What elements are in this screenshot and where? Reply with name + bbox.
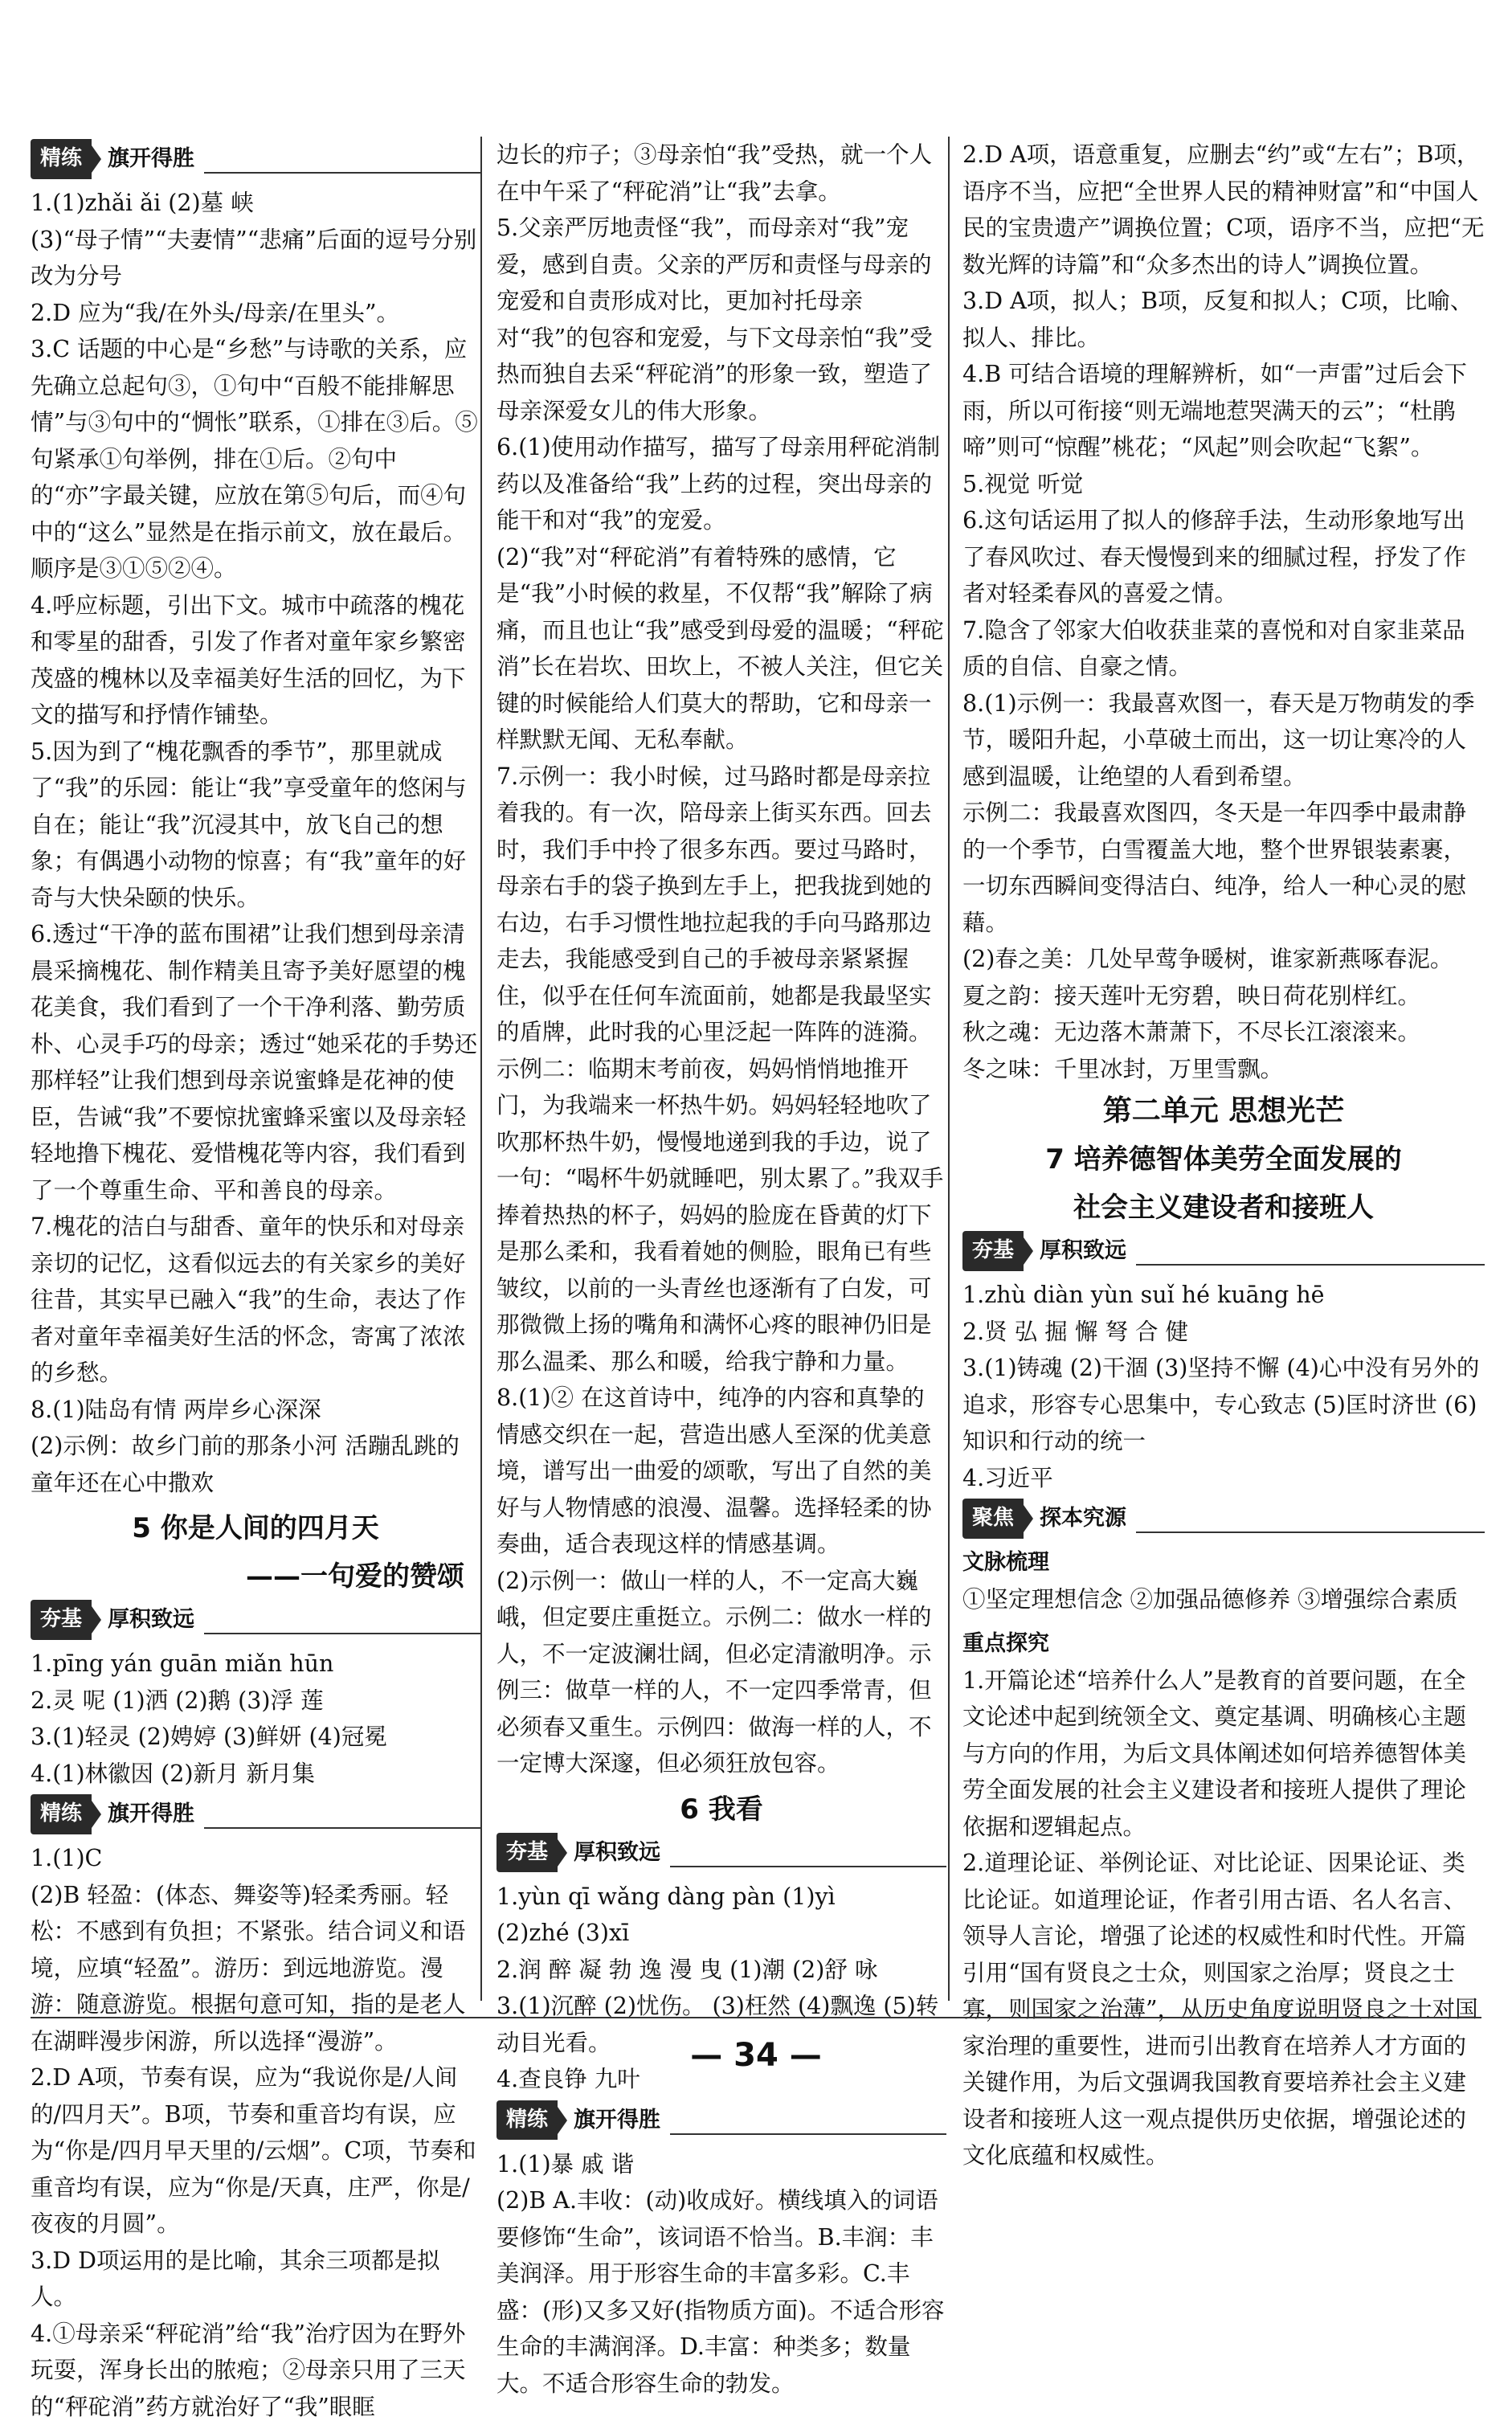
section-badge [497, 1835, 946, 1871]
answer-item: 2.D 应为“我/在外头/母亲/在里头”。 [31, 295, 480, 332]
answer-item: 示例二：我最喜欢图四，冬天是一年四季中最肃静的一个季节，白雪覆盖大地，整个世界银装素裹，一切东西瞬间变得洁白、纯净，给人一种心灵的慰藉。 [962, 795, 1485, 941]
answer-item: 7.隐含了邻家大伯收获韭菜的喜悦和对自家韭菜品质的自信、自豪之情。 [962, 612, 1485, 685]
answer-item: 3.C 话题的中心是“乡愁”与诗歌的关系，应先确立总起句③，①句中“百般不能排解思情”与③句中的“惆怅”联系，①排在③后。⑤句紧承①句举例，排在①后。②句中的“亦”字最关键，应放在第⑤句后，而④句中的“这么”显然是在指示前文，放在最后。顺序是③①⑤②④。 [31, 331, 480, 587]
answer-item: 6.这句话运用了拟人的修辞手法，生动形象地写出了春风吹过、春天慢慢到来的细腻过程，抒发了作者对轻柔春风的喜爱之情。 [962, 502, 1485, 612]
badge-subtitle: 探本究源 [1040, 1500, 1126, 1537]
answer-item: 3.D A项，拟人；B项，反复和拟人；C项，比喻、拟人、排比。 [962, 283, 1485, 356]
answer-item: 4.B 可结合语境的理解辨析，如“一声雷”过后会下雨，所以可衔接“则无端地惹哭满天的云”；“杜鹃啼”则可“惊醒”桃花；“风起”则会吹起“飞絮”。 [962, 356, 1485, 466]
answer-item: 3.(1)轻灵 (2)娉婷 (3)鲜妍 (4)冠冕 [31, 1719, 480, 1756]
answer-item: 6.(1)使用动作描写，描写了母亲用秤砣消制药以及准备给“我”上药的过程，突出母亲的能干和对“我”的宠爱。 [497, 429, 946, 539]
page-number: — 34 — [0, 2037, 1512, 2074]
answer-item: 1.开篇论述“培养什么人”是教育的首要问题，在全文论述中起到统领全文、奠定基调、明确核心主题与方向的作用，为后文具体阐述如何培养德智体美劳全面发展的社会主义建设者和接班人提供了理论依据和逻辑起点。 [962, 1662, 1485, 1846]
answer-item: 4.(1)林徽因 (2)新月 新月集 [31, 1756, 480, 1793]
answer-item: (2)B 轻盈：(体态、舞姿等)轻柔秀丽。轻松：不感到有负担；不紧张。结合词义和语境，应填“轻盈”。游历：到远地游览。漫游：随意游览。根据句意可知，指的是老人在湖畔漫步闲游，所以选择“漫游”。 [31, 1877, 480, 2060]
answer-item: 2.D A项，语意重复，应删去“约”或“左右”；B项，语序不当，应把“全世界人民的精神财富”和“中国人民的宝贵遗产”调换位置；C项，语序不当，应把“无数光辉的诗篇”和“众多杰出的诗人”调换位置。 [962, 137, 1485, 283]
answer-item: (2)zhé (3)xī [497, 1915, 946, 1952]
section-badge [497, 2103, 946, 2138]
lesson-title: 5 你是人间的四月天 [31, 1507, 480, 1549]
section-badge [962, 1501, 1485, 1536]
answer-list [962, 1277, 1485, 1496]
answer-item: ①坚定理想信念 ②加强品德修养 ③增强综合素质 [962, 1581, 1485, 1618]
answer-list [962, 1581, 1485, 1618]
answer-item: 1.(1)zhǎi ǎi (2)墓 峡 [31, 185, 480, 222]
lesson-title: 6 我看 [497, 1789, 946, 1830]
answer-item: 6.透过“干净的蓝布围裙”让我们想到母亲清晨采摘槐花、制作精美且寄予美好愿望的槐花美食，我们看到了一个干净利落、勤劳质朴、心灵手巧的母亲；透过“她采花的手势还那样轻”让我们想到母亲说蜜蜂是花神的使臣，告诫“我”不要惊扰蜜蜂采蜜以及母亲轻轻地撸下槐花、爱惜槐花等内容，我们看到了一个尊重生命、平和善良的母亲。 [31, 916, 480, 1208]
footer-rule [31, 2017, 1481, 2018]
answer-item: 3.D D项运用的是比喻，其余三项都是拟人。 [31, 2243, 480, 2316]
answer-item: 4.查良铮 九叶 [497, 2061, 946, 2098]
answer-item: 8.(1)示例一：我最喜欢图一，春天是万物萌发的季节，暖阳升起，小草破土而出，这一切让寒冷的人感到温暖，让绝望的人看到希望。 [962, 685, 1485, 795]
answer-list [497, 137, 946, 1782]
badge-subtitle: 旗开得胜 [108, 1796, 194, 1833]
lesson-title-line2: 社会主义建设者和接班人 [962, 1187, 1485, 1229]
answer-item: (2)春之美：几处早莺争暖树，谁家新燕啄春泥。 [962, 941, 1485, 978]
subheading: 重点探究 [962, 1626, 1485, 1662]
badge-subtitle: 旗开得胜 [574, 2102, 660, 2139]
badge-tag: 聚焦 [962, 1499, 1024, 1539]
answer-item: 夏之韵：接天莲叶无穷碧，映日荷花别样红。 [962, 978, 1485, 1015]
answer-item: 1.pīng yán guān miǎn hūn [31, 1646, 480, 1683]
badge-tag: 精练 [497, 2100, 558, 2141]
answer-item: 8.(1)② 在这首诗中，纯净的内容和真挚的情感交织在一起，营造出感人至深的优美意境，谱写出一曲爱的颂歌，写出了自然的美好与人物情感的浪漫、温馨。选择轻柔的协奏曲，适合表现这样的情感基调。 [497, 1380, 946, 1563]
answer-item: 8.(1)陆岛有情 两岸乡心深深 [31, 1392, 480, 1429]
column-1 [31, 137, 480, 2425]
answer-item: 3.(1)铸魂 (2)干涸 (3)坚持不懈 (4)心中没有另外的追求，形容专心思集中，专心致志 (5)匡时济世 (6)知识和行动的统一 [962, 1350, 1485, 1460]
answer-list [31, 1646, 480, 1792]
answer-list [962, 137, 1485, 1087]
column-3 [962, 137, 1485, 2174]
answer-item: (2)B A.丰收：(动)收成好。横线填入的词语要修饰“生命”，该词语不恰当。B.丰润：丰美润泽。用于形容生命的丰富多彩。C.丰盛：(形)又多又好(指物质方面)。不适合形容生命的丰满润泽。D.丰富：种类多；数量大。不适合形容生命的勃发。 [497, 2182, 946, 2402]
answer-item: 1.zhù diàn yùn suǐ hé kuāng hē [962, 1277, 1485, 1314]
section-badge [31, 141, 480, 177]
answer-item: (2)示例：故乡门前的那条小河 活蹦乱跳的童年还在心中撒欢 [31, 1428, 480, 1501]
answer-item: 5.父亲严厉地责怪“我”，而母亲对“我”宠爱，感到自责。父亲的严厉和责怪与母亲的宠爱和自责形成对比，更加衬托母亲对“我”的包容和宠爱，与下文母亲怕“我”受热而独自去采“秤砣消”的形象一致，塑造了母亲深爱女儿的伟大形象。 [497, 210, 946, 429]
answer-item: 边长的疖子；③母亲怕“我”受热，就一个人在中午采了“秤砣消”让“我”去拿。 [497, 137, 946, 210]
badge-subtitle: 厚积致远 [108, 1601, 194, 1638]
answer-item: 3.(1)沉醉 (2)忧伤。 (3)枉然 (4)飘逸 (5)转动目光看。 [497, 1988, 946, 2061]
answer-item: 4.①母亲采“秤砣消”给“我”治疗因为在野外玩耍，浑身长出的脓疱；②母亲只用了三天的“秤砣消”药方就治好了“我”眼眶 [31, 2316, 480, 2425]
column-divider [948, 137, 950, 2001]
answer-item: (2)“我”对“秤砣消”有着特殊的感情，它是“我”小时候的救星，不仅帮“我”解除了病痛，而且也让“我”感受到母爱的温暖；“秤砣消”长在岩坎、田坎上，不被人关注，但它关键的时候能给人们莫大的帮助，它和母亲一样默默无闻、无私奉献。 [497, 539, 946, 759]
badge-tag: 夯基 [31, 1600, 92, 1640]
badge-tag: 精练 [31, 1794, 92, 1834]
answer-item: 2.贤 弘 掘 懈 弩 合 健 [962, 1314, 1485, 1351]
answer-item: 2.润 醉 凝 勃 逸 漫 曳 (1)潮 (2)舒 咏 [497, 1952, 946, 1989]
lesson-subtitle: ——一句爱的赞颂 [31, 1556, 480, 1597]
section-badge [31, 1797, 480, 1832]
answer-item: 1.(1)C [31, 1840, 480, 1877]
lesson-title: 7 培养德智体美劳全面发展的 [962, 1139, 1485, 1180]
answer-item: 5.因为到了“槐花飘香的季节”，那里就成了“我”的乐园：能让“我”享受童年的悠闲与自在；能让“我”沉浸其中，放飞自己的想象；有偶遇小动物的惊喜；有“我”童年的好奇与大快朵颐的快乐。 [31, 734, 480, 917]
badge-tag: 夯基 [962, 1231, 1024, 1271]
answer-item: 示例二：临期末考前夜，妈妈悄悄地推开门，为我端来一杯热牛奶。妈妈轻轻地吹了吹那杯热牛奶，慢慢地递到我的手边，说了一句：“喝杯牛奶就睡吧，别太累了。”我双手捧着热热的杯子，妈妈的脸庞在昏黄的灯下是那么柔和，我看着她的侧脸，眼角已有些皱纹，以前的一头青丝也逐渐有了白发，可那微微上扬的嘴角和满怀心疼的眼神仍旧是那么温柔、那么和暖，给我宁静和力量。 [497, 1051, 946, 1380]
answer-item: 冬之味：千里冰封，万里雪飘。 [962, 1051, 1485, 1088]
answer-item: (2)示例一：做山一样的人，不一定高大巍峨，但定要庄重挺立。示例二：做水一样的人，不一定波澜壮阔，但必定清澈明净。示例三：做草一样的人，不一定四季常青，但必须春又重生。示例四：做海一样的人，不一定博大深邃，但必须狂放包容。 [497, 1563, 946, 1782]
badge-tag: 夯基 [497, 1833, 558, 1873]
badge-subtitle: 旗开得胜 [108, 141, 194, 178]
unit-title: 第二单元 思想光芒 [962, 1090, 1485, 1132]
answer-item: 7.槐花的洁白与甜香、童年的快乐和对母亲亲切的记忆，这看似远去的有关家乡的美好往昔，其实早已融入“我”的生命，表达了作者对童年幸福美好生活的怀念，寄寓了浓浓的乡愁。 [31, 1208, 480, 1392]
answer-item: 4.习近平 [962, 1460, 1485, 1497]
badge-subtitle: 厚积致远 [574, 1834, 660, 1871]
answer-item: 1.(1)暴 戚 谐 [497, 2146, 946, 2183]
badge-tag: 精练 [31, 139, 92, 179]
subheading: 文脉梳理 [962, 1544, 1485, 1581]
answer-list [497, 2146, 946, 2403]
answer-list [31, 1840, 480, 2425]
column-divider [480, 137, 482, 2001]
badge-subtitle: 厚积致远 [1040, 1233, 1126, 1270]
answer-list [962, 1662, 1485, 2174]
answer-item: 5.视觉 听觉 [962, 466, 1485, 503]
section-badge [962, 1233, 1485, 1269]
answer-item: 7.示例一：我小时候，过马路时都是母亲拉着我的。有一次，陪母亲上街买东西。回去时，我们手中拎了很多东西。要过马路时，母亲右手的袋子换到左手上，把我拢到她的右边，右手习惯性地拉起我的手向马路那边走去，我能感受到自己的手被母亲紧紧握住，似乎在任何车流面前，她都是我最坚实的盾牌，此时我的心里泛起一阵阵的涟漪。 [497, 759, 946, 1051]
answer-item: 2.灵 呢 (1)洒 (2)鹅 (3)浮 莲 [31, 1683, 480, 1720]
answer-item: 4.呼应标题，引出下文。城市中疏落的槐花和零星的甜香，引发了作者对童年家乡繁密茂盛的槐林以及幸福美好生活的回忆，为下文的描写和抒情作铺垫。 [31, 587, 480, 734]
answer-item: 2.道理论证、举例论证、对比论证、因果论证、类比论证。如道理论证，作者引用古语、名人名言、领导人言论，增强了论述的权威性和时代性。开篇引用“国有贤良之士众，则国家之治厚；贤良之士寡，则国家之治薄”，从历史角度说明贤良之士对国家治理的重要性，进而引出教育在培养人才方面的关键作用，为后文强调我国教育要培养社会主义建设者和接班人这一观点提供历史依据，增强论述的文化底蕴和权威性。 [962, 1845, 1485, 2174]
answer-list [31, 185, 480, 1501]
answer-item: 秋之魂：无边落木萧萧下，不尽长江滚滚来。 [962, 1014, 1485, 1051]
answer-item: 2.D A项，节奏有误，应为“我说你是/人间的/四月天”。B项，节奏和重音均有误，应为“你是/四月早天里的/云烟”。C项，节奏和重音均有误，应为“你是/天真，庄严，你是/夜夜的月圆”。 [31, 2059, 480, 2243]
answer-item: 1.yùn qī wǎng dàng pàn (1)yì [497, 1879, 946, 1916]
section-badge [31, 1602, 480, 1638]
answer-item: (3)“母子情”“夫妻情”“悲痛”后面的逗号分别改为分号 [31, 222, 480, 295]
